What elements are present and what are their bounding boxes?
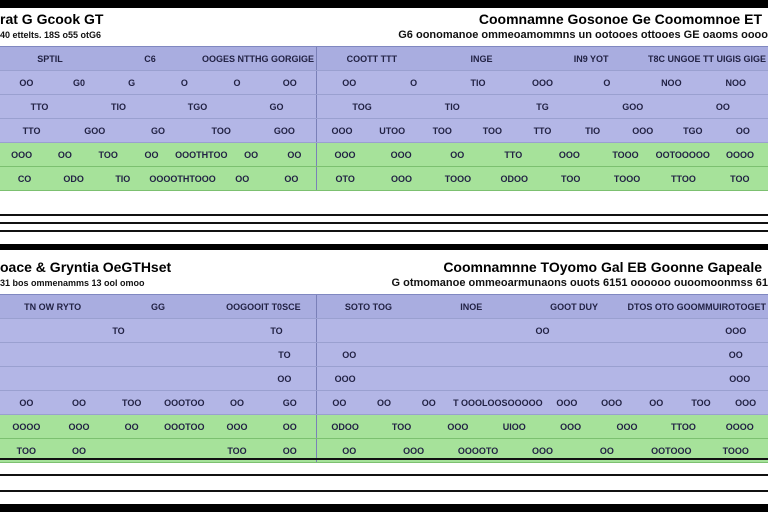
- table-cell: TO: [278, 349, 291, 360]
- divider-line: [0, 458, 768, 460]
- bottom-title-right: Coomnamnne TOyomo Gal EB Goonne Gapeale: [443, 259, 762, 275]
- right-half: [317, 391, 768, 414]
- table-cell: TTOO: [671, 173, 696, 184]
- table-cell: ODOO: [331, 421, 359, 432]
- right-half: [317, 367, 768, 390]
- table-cell: OO: [342, 349, 357, 360]
- left-half: [0, 343, 317, 366]
- table-cell: INOE: [460, 301, 483, 312]
- table-cell: OOTOOO: [651, 445, 692, 456]
- table-cell: TOO: [16, 445, 36, 456]
- left-half: [0, 391, 317, 414]
- table-cell: OOO: [331, 125, 353, 136]
- table-cell: OO: [284, 173, 299, 184]
- bottom-subtitle-right: G otmomanoe ommeoarmunaons ouots 6151 oooooo ouoomoonmss 61: [391, 277, 768, 289]
- table-cell: OOO: [447, 421, 469, 432]
- right-half: [317, 319, 768, 342]
- table-cell: CO: [17, 173, 32, 184]
- table-cell: T8C UNGOE TT UIGIS GIGE: [647, 53, 766, 64]
- table-cell: TOOO: [613, 173, 641, 184]
- table-cell: G0: [73, 77, 86, 88]
- bottom-subtitle-row: [0, 276, 768, 290]
- table-cell: TOO: [391, 421, 412, 432]
- table-cell: SPTIL: [37, 53, 63, 64]
- table-cell: OOO: [531, 77, 553, 88]
- table-cell: TG: [536, 101, 549, 112]
- table-cell: TTO: [30, 101, 49, 112]
- table-cell: OO: [282, 421, 297, 432]
- table-cell: TOO: [561, 173, 581, 184]
- divider-line: [0, 230, 768, 232]
- table-cell: OOO: [556, 397, 578, 408]
- table-cell: OO: [144, 149, 159, 160]
- table-cell: TOOO: [722, 445, 749, 456]
- table-cell: TGO: [683, 125, 703, 136]
- table-cell: C6: [144, 53, 156, 64]
- table-cell: GO: [151, 125, 166, 136]
- table-cell: TOO: [691, 397, 711, 408]
- left-half: [0, 167, 317, 190]
- table-cell: TIO: [470, 77, 486, 88]
- table-cell: OO: [230, 397, 245, 408]
- table-cell: OO: [450, 149, 465, 160]
- table-cell: OOOO: [12, 421, 41, 432]
- table-cell: OO: [535, 325, 550, 336]
- table-cell: O: [603, 77, 611, 88]
- table-row[interactable]: [0, 71, 768, 95]
- table-cell: OO: [57, 149, 72, 160]
- table-cell: IN9 YOT: [573, 53, 609, 64]
- right-half: [317, 95, 768, 118]
- table-cell: OOO: [403, 445, 425, 456]
- divider-line: [0, 474, 768, 476]
- left-half: [0, 415, 317, 438]
- table-cell: OO: [599, 445, 614, 456]
- table-cell: INGE: [470, 53, 493, 64]
- table-cell: OO: [715, 101, 730, 112]
- table-cell: OOOTOO: [164, 421, 205, 432]
- table-cell: OO: [124, 421, 139, 432]
- top-title-row: [0, 8, 768, 30]
- bottom-title-row: [0, 256, 768, 278]
- table-cell: OO: [377, 397, 392, 408]
- bottom-title-left: oace & Gryntia OeGTHset: [0, 259, 172, 275]
- table-cell: G: [128, 77, 136, 88]
- table-cell: TOO: [122, 397, 142, 408]
- table-header-row: [0, 47, 768, 71]
- table-cell: OOOO: [725, 149, 754, 160]
- table-cell: TTO: [504, 149, 523, 160]
- table-row[interactable]: [0, 391, 768, 415]
- table-cell: OOOTHTOO: [175, 149, 228, 160]
- table-cell: DTOS OTO GOOMMUIROTOGET: [627, 301, 766, 312]
- table-cell: O: [233, 77, 241, 88]
- table-cell: OOGES NTTHG GORGIGE: [202, 53, 315, 64]
- right-half: [317, 343, 768, 366]
- table-row[interactable]: [0, 319, 768, 343]
- right-half: [317, 119, 768, 142]
- table-cell: TTOO: [671, 421, 696, 432]
- table-cell: OOO: [725, 325, 747, 336]
- table-cell: OOO: [390, 149, 412, 160]
- table-cell: OOO: [334, 149, 356, 160]
- table-cell: TIO: [444, 101, 460, 112]
- table-cell: OO: [649, 397, 664, 408]
- table-cell: TO: [112, 325, 125, 336]
- table-cell: OOO: [11, 149, 33, 160]
- table-cell: OO: [72, 445, 87, 456]
- table-cell: TIO: [111, 101, 126, 112]
- table-cell: TOO: [227, 445, 247, 456]
- table-cell: O: [180, 77, 188, 88]
- table-cell: OOO: [391, 173, 413, 184]
- table-row[interactable]: [0, 143, 768, 167]
- table-cell: GO: [269, 101, 284, 112]
- table-cell: OOOOTO: [457, 445, 499, 456]
- table-cell: TOO: [482, 125, 503, 136]
- bottom-subtitle-left: 31 bos ommenamms 13 ool omoo: [0, 278, 145, 288]
- table-cell: OOOOTHTOOO: [149, 173, 216, 184]
- top-title-right: Coomnamne Gosonoe Ge Coomomnoe ET: [478, 11, 762, 27]
- left-half: [0, 119, 317, 142]
- table-cell: GOO: [622, 101, 644, 112]
- left-half: [0, 71, 317, 94]
- table-cell: OO: [72, 397, 87, 408]
- left-half: [0, 47, 317, 70]
- left-half: [0, 143, 317, 166]
- table-cell: OOO: [68, 421, 90, 432]
- table-cell: GG: [150, 301, 165, 312]
- table-cell: OO: [332, 397, 347, 408]
- table-cell: OO: [287, 149, 302, 160]
- table-cell: OO: [342, 445, 357, 456]
- table-row[interactable]: [0, 119, 768, 143]
- right-half: [317, 415, 768, 438]
- left-half: [0, 319, 317, 342]
- table-cell: OOGOOIT T0SCE: [226, 301, 301, 312]
- table-cell: TOOO: [444, 173, 472, 184]
- table-cell: TOOO: [612, 149, 639, 160]
- right-half: [317, 167, 768, 190]
- table-cell: TN OW RYTO: [24, 301, 82, 312]
- table-cell: OO: [282, 77, 297, 88]
- table-cell: COOTT TTT: [346, 53, 398, 64]
- left-half: [0, 295, 317, 318]
- table-cell: OO: [735, 125, 750, 136]
- right-half: [317, 295, 768, 318]
- table-cell: TOO: [432, 125, 452, 136]
- table-cell: OOTOOOOO: [655, 149, 710, 160]
- table-cell: NOO: [725, 77, 746, 88]
- table-cell: OO: [342, 77, 357, 88]
- table-cell: OO: [19, 77, 34, 88]
- right-half: [317, 71, 768, 94]
- table-cell: TOO: [211, 125, 231, 136]
- left-half: [0, 95, 317, 118]
- divider-line: [0, 490, 768, 492]
- table-cell: OOOTOO: [164, 397, 205, 408]
- bottom-panel: [0, 250, 768, 504]
- table-cell: O: [410, 77, 418, 88]
- table-cell: OOO: [632, 125, 654, 136]
- left-half: [0, 367, 317, 390]
- table-cell: OOO: [729, 373, 751, 384]
- table-cell: OO: [244, 149, 259, 160]
- table-cell: OOO: [560, 421, 582, 432]
- table-cell: OOO: [531, 445, 553, 456]
- top-panel: [0, 8, 768, 244]
- table-cell: ODO: [63, 173, 84, 184]
- table-cell: TTO: [533, 125, 552, 136]
- table-cell: OOO: [601, 397, 623, 408]
- table-cell: GOO: [84, 125, 106, 136]
- table-cell: NOO: [661, 77, 682, 88]
- table-cell: TOO: [98, 149, 118, 160]
- top-subtitle-right: G6 oonomanoe ommeoamommns un ootooes ottooes GE oaoms oooo: [398, 29, 768, 41]
- table-cell: OOO: [558, 149, 580, 160]
- top-subtitle-left: 40 ettelts. 18S o55 otG6: [0, 30, 102, 40]
- table-cell: OOO: [334, 373, 356, 384]
- table-cell: OOO: [616, 421, 638, 432]
- table-header-row: [0, 295, 768, 319]
- table-row[interactable]: [0, 95, 768, 119]
- table-cell: UTOO: [379, 125, 406, 136]
- table-cell: GOOT DUY: [550, 301, 599, 312]
- table-cell: TOG: [352, 101, 372, 112]
- table-row[interactable]: [0, 167, 768, 191]
- table-row[interactable]: [0, 343, 768, 367]
- table-cell: TGO: [187, 101, 208, 112]
- table-cell: OO: [728, 349, 743, 360]
- top-title-left: rat G Gcook GT: [0, 11, 104, 27]
- table-cell: OO: [277, 373, 292, 384]
- table-cell: TOO: [730, 173, 750, 184]
- table-cell: TIO: [115, 173, 131, 184]
- right-half: [317, 143, 768, 166]
- table-cell: TTO: [22, 125, 41, 136]
- table-cell: GOO: [273, 125, 295, 136]
- table-cell: UIOO: [502, 421, 526, 432]
- table-cell: OTO: [335, 173, 355, 184]
- table-cell: OOO: [226, 421, 248, 432]
- table-cell: OO: [421, 397, 436, 408]
- table-row[interactable]: [0, 367, 768, 391]
- table-cell: GO: [282, 397, 297, 408]
- table-cell: OO: [282, 445, 297, 456]
- table-cell: TIO: [585, 125, 601, 136]
- table-cell: OO: [235, 173, 250, 184]
- table-row[interactable]: [0, 415, 768, 439]
- table-cell: SOTO TOG: [344, 301, 392, 312]
- top-subtitle-row: [0, 28, 768, 42]
- top-grid: [0, 46, 768, 191]
- table-cell: OOO: [735, 397, 757, 408]
- table-cell: OOOO: [725, 421, 754, 432]
- table-cell: TO: [270, 325, 283, 336]
- divider-line: [0, 214, 768, 216]
- right-half: [317, 47, 768, 70]
- bottom-grid: [0, 294, 768, 463]
- table-cell: OO: [19, 397, 34, 408]
- divider-line: [0, 222, 768, 224]
- table-cell: T OOOLOOSOOOOO: [453, 397, 543, 408]
- table-cell: ODOO: [500, 173, 529, 184]
